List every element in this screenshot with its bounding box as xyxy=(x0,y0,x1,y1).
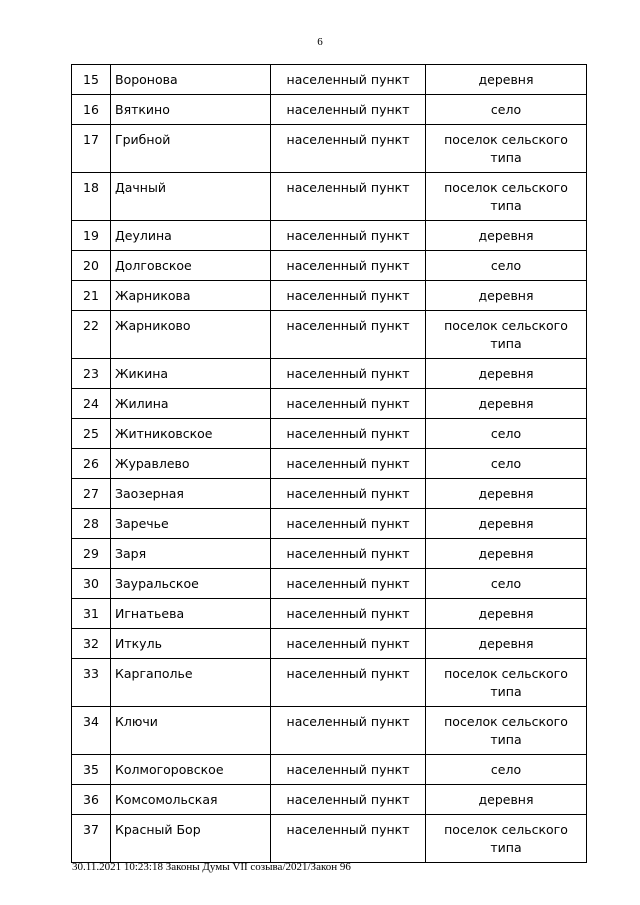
settlement-name-cell: Ключи xyxy=(111,707,271,755)
settlement-name-cell: Заречье xyxy=(111,509,271,539)
settlement-type-cell: деревня xyxy=(426,599,587,629)
settlement-name-cell: Долговское xyxy=(111,251,271,281)
row-number-cell: 28 xyxy=(72,509,111,539)
table-row xyxy=(72,785,587,815)
row-number-cell: 36 xyxy=(72,785,111,815)
table-row xyxy=(72,659,587,707)
row-number-cell: 33 xyxy=(72,659,111,707)
settlement-type-cell: поселок сельского типа xyxy=(426,815,587,863)
row-number-cell: 18 xyxy=(72,173,111,221)
settlement-type-cell: поселок сельского типа xyxy=(426,125,587,173)
table-row xyxy=(72,755,587,785)
settlement-name-cell: Грибной xyxy=(111,125,271,173)
row-number-cell: 31 xyxy=(72,599,111,629)
page-number: 6 xyxy=(317,36,323,48)
row-number-cell: 30 xyxy=(72,569,111,599)
row-number-cell: 32 xyxy=(72,629,111,659)
table-row xyxy=(72,95,587,125)
settlement-category-cell: населенный пункт xyxy=(271,755,426,785)
settlement-category-cell: населенный пункт xyxy=(271,815,426,863)
settlement-type-cell: село xyxy=(426,449,587,479)
table-row xyxy=(72,65,587,95)
settlement-type-cell: село xyxy=(426,755,587,785)
table-row xyxy=(72,629,587,659)
settlement-name-cell: Вяткино xyxy=(111,95,271,125)
settlement-type-cell: поселок сельского типа xyxy=(426,311,587,359)
settlement-category-cell: населенный пункт xyxy=(271,539,426,569)
settlement-category-cell: населенный пункт xyxy=(271,707,426,755)
row-number-cell: 27 xyxy=(72,479,111,509)
settlement-type-cell: деревня xyxy=(426,65,587,95)
settlement-category-cell: населенный пункт xyxy=(271,251,426,281)
settlement-category-cell: населенный пункт xyxy=(271,95,426,125)
settlement-category-cell: населенный пункт xyxy=(271,65,426,95)
settlement-name-cell: Журавлево xyxy=(111,449,271,479)
table-row xyxy=(72,281,587,311)
row-number-cell: 35 xyxy=(72,755,111,785)
table-row xyxy=(72,599,587,629)
settlement-name-cell: Каргаполье xyxy=(111,659,271,707)
settlement-type-cell: деревня xyxy=(426,785,587,815)
settlement-category-cell: населенный пункт xyxy=(271,173,426,221)
settlement-type-cell: деревня xyxy=(426,509,587,539)
settlement-category-cell: населенный пункт xyxy=(271,629,426,659)
settlement-type-cell: деревня xyxy=(426,221,587,251)
settlements-table xyxy=(71,64,587,863)
settlement-category-cell: населенный пункт xyxy=(271,311,426,359)
settlement-category-cell: населенный пункт xyxy=(271,419,426,449)
table-row xyxy=(72,419,587,449)
row-number-cell: 26 xyxy=(72,449,111,479)
table-row xyxy=(72,173,587,221)
settlement-type-cell: село xyxy=(426,251,587,281)
row-number-cell: 34 xyxy=(72,707,111,755)
settlement-name-cell: Деулина xyxy=(111,221,271,251)
settlement-name-cell: Жарниково xyxy=(111,311,271,359)
settlement-name-cell: Иткуль xyxy=(111,629,271,659)
table-row xyxy=(72,539,587,569)
settlement-category-cell: населенный пункт xyxy=(271,509,426,539)
settlement-name-cell: Зауральское xyxy=(111,569,271,599)
row-number-cell: 25 xyxy=(72,419,111,449)
settlement-category-cell: населенный пункт xyxy=(271,221,426,251)
settlement-type-cell: поселок сельского типа xyxy=(426,707,587,755)
row-number-cell: 15 xyxy=(72,65,111,95)
settlement-type-cell: деревня xyxy=(426,359,587,389)
settlement-category-cell: населенный пункт xyxy=(271,785,426,815)
settlement-type-cell: деревня xyxy=(426,281,587,311)
row-number-cell: 16 xyxy=(72,95,111,125)
table-row xyxy=(72,449,587,479)
settlement-category-cell: населенный пункт xyxy=(271,281,426,311)
settlement-type-cell: поселок сельского типа xyxy=(426,173,587,221)
settlement-name-cell: Комсомольская xyxy=(111,785,271,815)
table-row xyxy=(72,815,587,863)
settlement-name-cell: Воронова xyxy=(111,65,271,95)
table-row xyxy=(72,707,587,755)
settlement-type-cell: деревня xyxy=(426,539,587,569)
settlement-category-cell: населенный пункт xyxy=(271,569,426,599)
table-row xyxy=(72,479,587,509)
settlement-type-cell: село xyxy=(426,419,587,449)
table-row xyxy=(72,311,587,359)
settlement-name-cell: Житниковское xyxy=(111,419,271,449)
settlement-name-cell: Заозерная xyxy=(111,479,271,509)
table-row xyxy=(72,389,587,419)
settlement-type-cell: село xyxy=(426,569,587,599)
settlements-table-body xyxy=(72,65,587,863)
settlement-name-cell: Заря xyxy=(111,539,271,569)
table-row xyxy=(72,221,587,251)
settlement-category-cell: населенный пункт xyxy=(271,359,426,389)
settlement-category-cell: населенный пункт xyxy=(271,479,426,509)
settlement-name-cell: Колмогоровское xyxy=(111,755,271,785)
settlement-type-cell: деревня xyxy=(426,629,587,659)
settlement-name-cell: Красный Бор xyxy=(111,815,271,863)
settlement-category-cell: населенный пункт xyxy=(271,449,426,479)
row-number-cell: 22 xyxy=(72,311,111,359)
settlement-name-cell: Жарникова xyxy=(111,281,271,311)
settlement-name-cell: Жикина xyxy=(111,359,271,389)
settlement-category-cell: населенный пункт xyxy=(271,125,426,173)
row-number-cell: 17 xyxy=(72,125,111,173)
row-number-cell: 19 xyxy=(72,221,111,251)
settlement-category-cell: населенный пункт xyxy=(271,599,426,629)
settlement-category-cell: населенный пункт xyxy=(271,389,426,419)
document-footer: 30.11.2021 10:23:18 Законы Думы VII созыва/2021/Закон 96 xyxy=(72,861,351,873)
table-row xyxy=(72,125,587,173)
row-number-cell: 37 xyxy=(72,815,111,863)
row-number-cell: 21 xyxy=(72,281,111,311)
row-number-cell: 24 xyxy=(72,389,111,419)
table-row xyxy=(72,251,587,281)
table-row xyxy=(72,359,587,389)
settlement-type-cell: деревня xyxy=(426,479,587,509)
settlement-type-cell: поселок сельского типа xyxy=(426,659,587,707)
table-row xyxy=(72,509,587,539)
settlement-category-cell: населенный пункт xyxy=(271,659,426,707)
row-number-cell: 23 xyxy=(72,359,111,389)
settlement-name-cell: Дачный xyxy=(111,173,271,221)
row-number-cell: 29 xyxy=(72,539,111,569)
row-number-cell: 20 xyxy=(72,251,111,281)
settlement-type-cell: деревня xyxy=(426,389,587,419)
table-row xyxy=(72,569,587,599)
settlement-type-cell: село xyxy=(426,95,587,125)
settlement-name-cell: Игнатьева xyxy=(111,599,271,629)
settlement-name-cell: Жилина xyxy=(111,389,271,419)
